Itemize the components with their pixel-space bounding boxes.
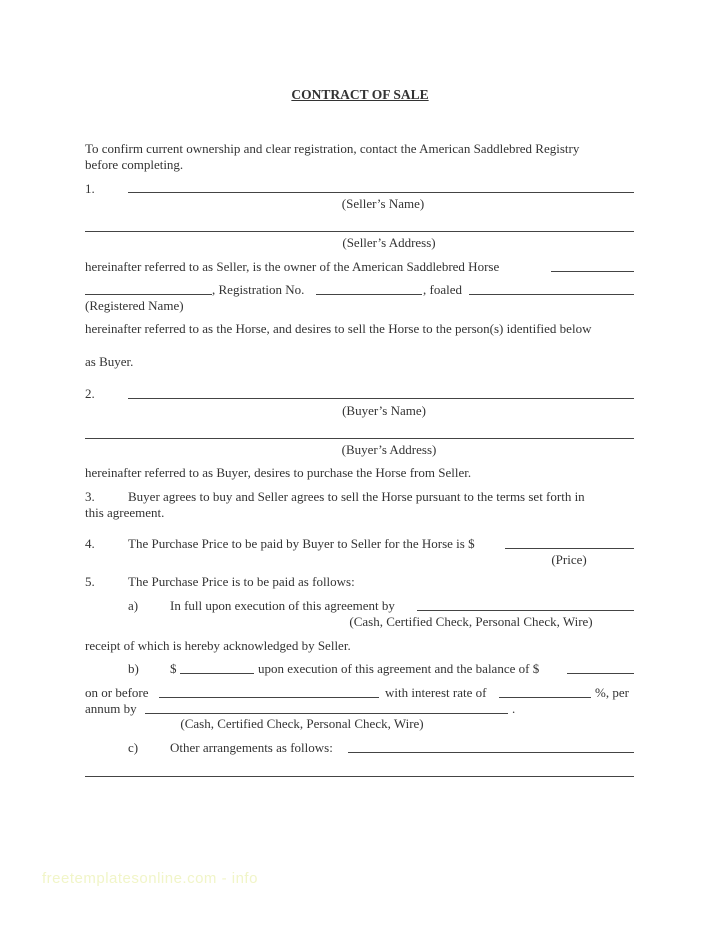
percent-per-label: %, per	[595, 685, 629, 700]
section-4-number: 4.	[85, 536, 95, 551]
registration-label: , Registration No.	[212, 282, 305, 297]
item-a-methods-caption: (Cash, Certified Check, Personal Check, Wire)	[349, 614, 593, 629]
other-arrangements-field-2[interactable]	[85, 776, 634, 777]
section-5-text: The Purchase Price is to be paid as follows:	[128, 574, 355, 589]
hereinafter-buyer-text: hereinafter referred to as Buyer, desires to purchase the Horse from Seller.	[85, 465, 472, 480]
horse-name-field[interactable]	[551, 271, 634, 272]
seller-address-field[interactable]	[85, 231, 634, 232]
section-1-number: 1.	[85, 181, 95, 196]
section-4-text: The Purchase Price to be paid by Buyer to Seller for the Horse is $	[128, 536, 475, 551]
section-3-line-1: Buyer agrees to buy and Seller agrees to sell the Horse pursuant to the terms set forth in	[128, 489, 585, 504]
item-a-label: a)	[128, 598, 139, 613]
balance-due-date-field[interactable]	[159, 697, 379, 698]
down-payment-field[interactable]	[180, 673, 254, 674]
horse-line-text: hereinafter referred to as the Horse, and desires to sell the Horse to the person(s) identified below	[85, 321, 592, 336]
annum-period: .	[512, 701, 516, 716]
item-c-text: Other arrangements as follows:	[170, 740, 333, 755]
document-title: CONTRACT OF SALE	[291, 87, 429, 102]
item-b-dollar: $	[170, 661, 177, 676]
registration-number-field[interactable]	[316, 294, 422, 295]
seller-address-caption: (Seller’s Address)	[342, 235, 436, 250]
buyer-address-caption: (Buyer’s Address)	[341, 442, 437, 457]
section-3-line-2: this agreement.	[85, 505, 165, 520]
foaled-date-field[interactable]	[469, 294, 634, 295]
purchase-price-field[interactable]	[505, 548, 634, 549]
watermark: freetemplatesonline.com - info	[42, 870, 258, 887]
as-buyer-text: as Buyer.	[85, 354, 134, 369]
foaled-label: , foaled	[423, 282, 462, 297]
section-2-number: 2.	[85, 386, 95, 401]
hereinafter-seller-text: hereinafter referred to as Seller, is the owner of the American Saddlebred Horse	[85, 259, 500, 274]
price-caption: (Price)	[551, 552, 587, 567]
item-b-methods-caption: (Cash, Certified Check, Personal Check, Wire)	[180, 716, 424, 731]
interest-rate-field[interactable]	[499, 697, 591, 698]
buyer-address-field[interactable]	[85, 438, 634, 439]
section-3-number: 3.	[85, 489, 95, 504]
registered-name-field[interactable]	[85, 294, 212, 295]
other-arrangements-field[interactable]	[348, 752, 634, 753]
buyer-name-field[interactable]	[128, 398, 634, 399]
payment-method-field-a[interactable]	[417, 610, 634, 611]
receipt-text: receipt of which is hereby acknowledged by Seller.	[85, 638, 351, 653]
intro-line-2: before completing.	[85, 157, 184, 172]
item-b-label: b)	[128, 661, 139, 676]
item-c-label: c)	[128, 740, 139, 755]
interest-label: with interest rate of	[385, 685, 487, 700]
annum-by-label: annum by	[85, 701, 137, 716]
payment-method-field-b[interactable]	[145, 713, 508, 714]
seller-name-caption: (Seller’s Name)	[341, 196, 425, 211]
on-or-before-label: on or before	[85, 685, 149, 700]
buyer-name-caption: (Buyer’s Name)	[342, 403, 426, 418]
registered-name-caption: (Registered Name)	[85, 298, 184, 313]
intro-line-1: To confirm current ownership and clear registration, contact the American Saddlebred Registry	[85, 141, 580, 156]
item-b-upon-text: upon execution of this agreement and the balance of $	[258, 661, 540, 676]
section-5-number: 5.	[85, 574, 95, 589]
item-a-text: In full upon execution of this agreement by	[170, 598, 395, 613]
seller-name-field[interactable]	[128, 192, 634, 193]
balance-amount-field[interactable]	[567, 673, 634, 674]
